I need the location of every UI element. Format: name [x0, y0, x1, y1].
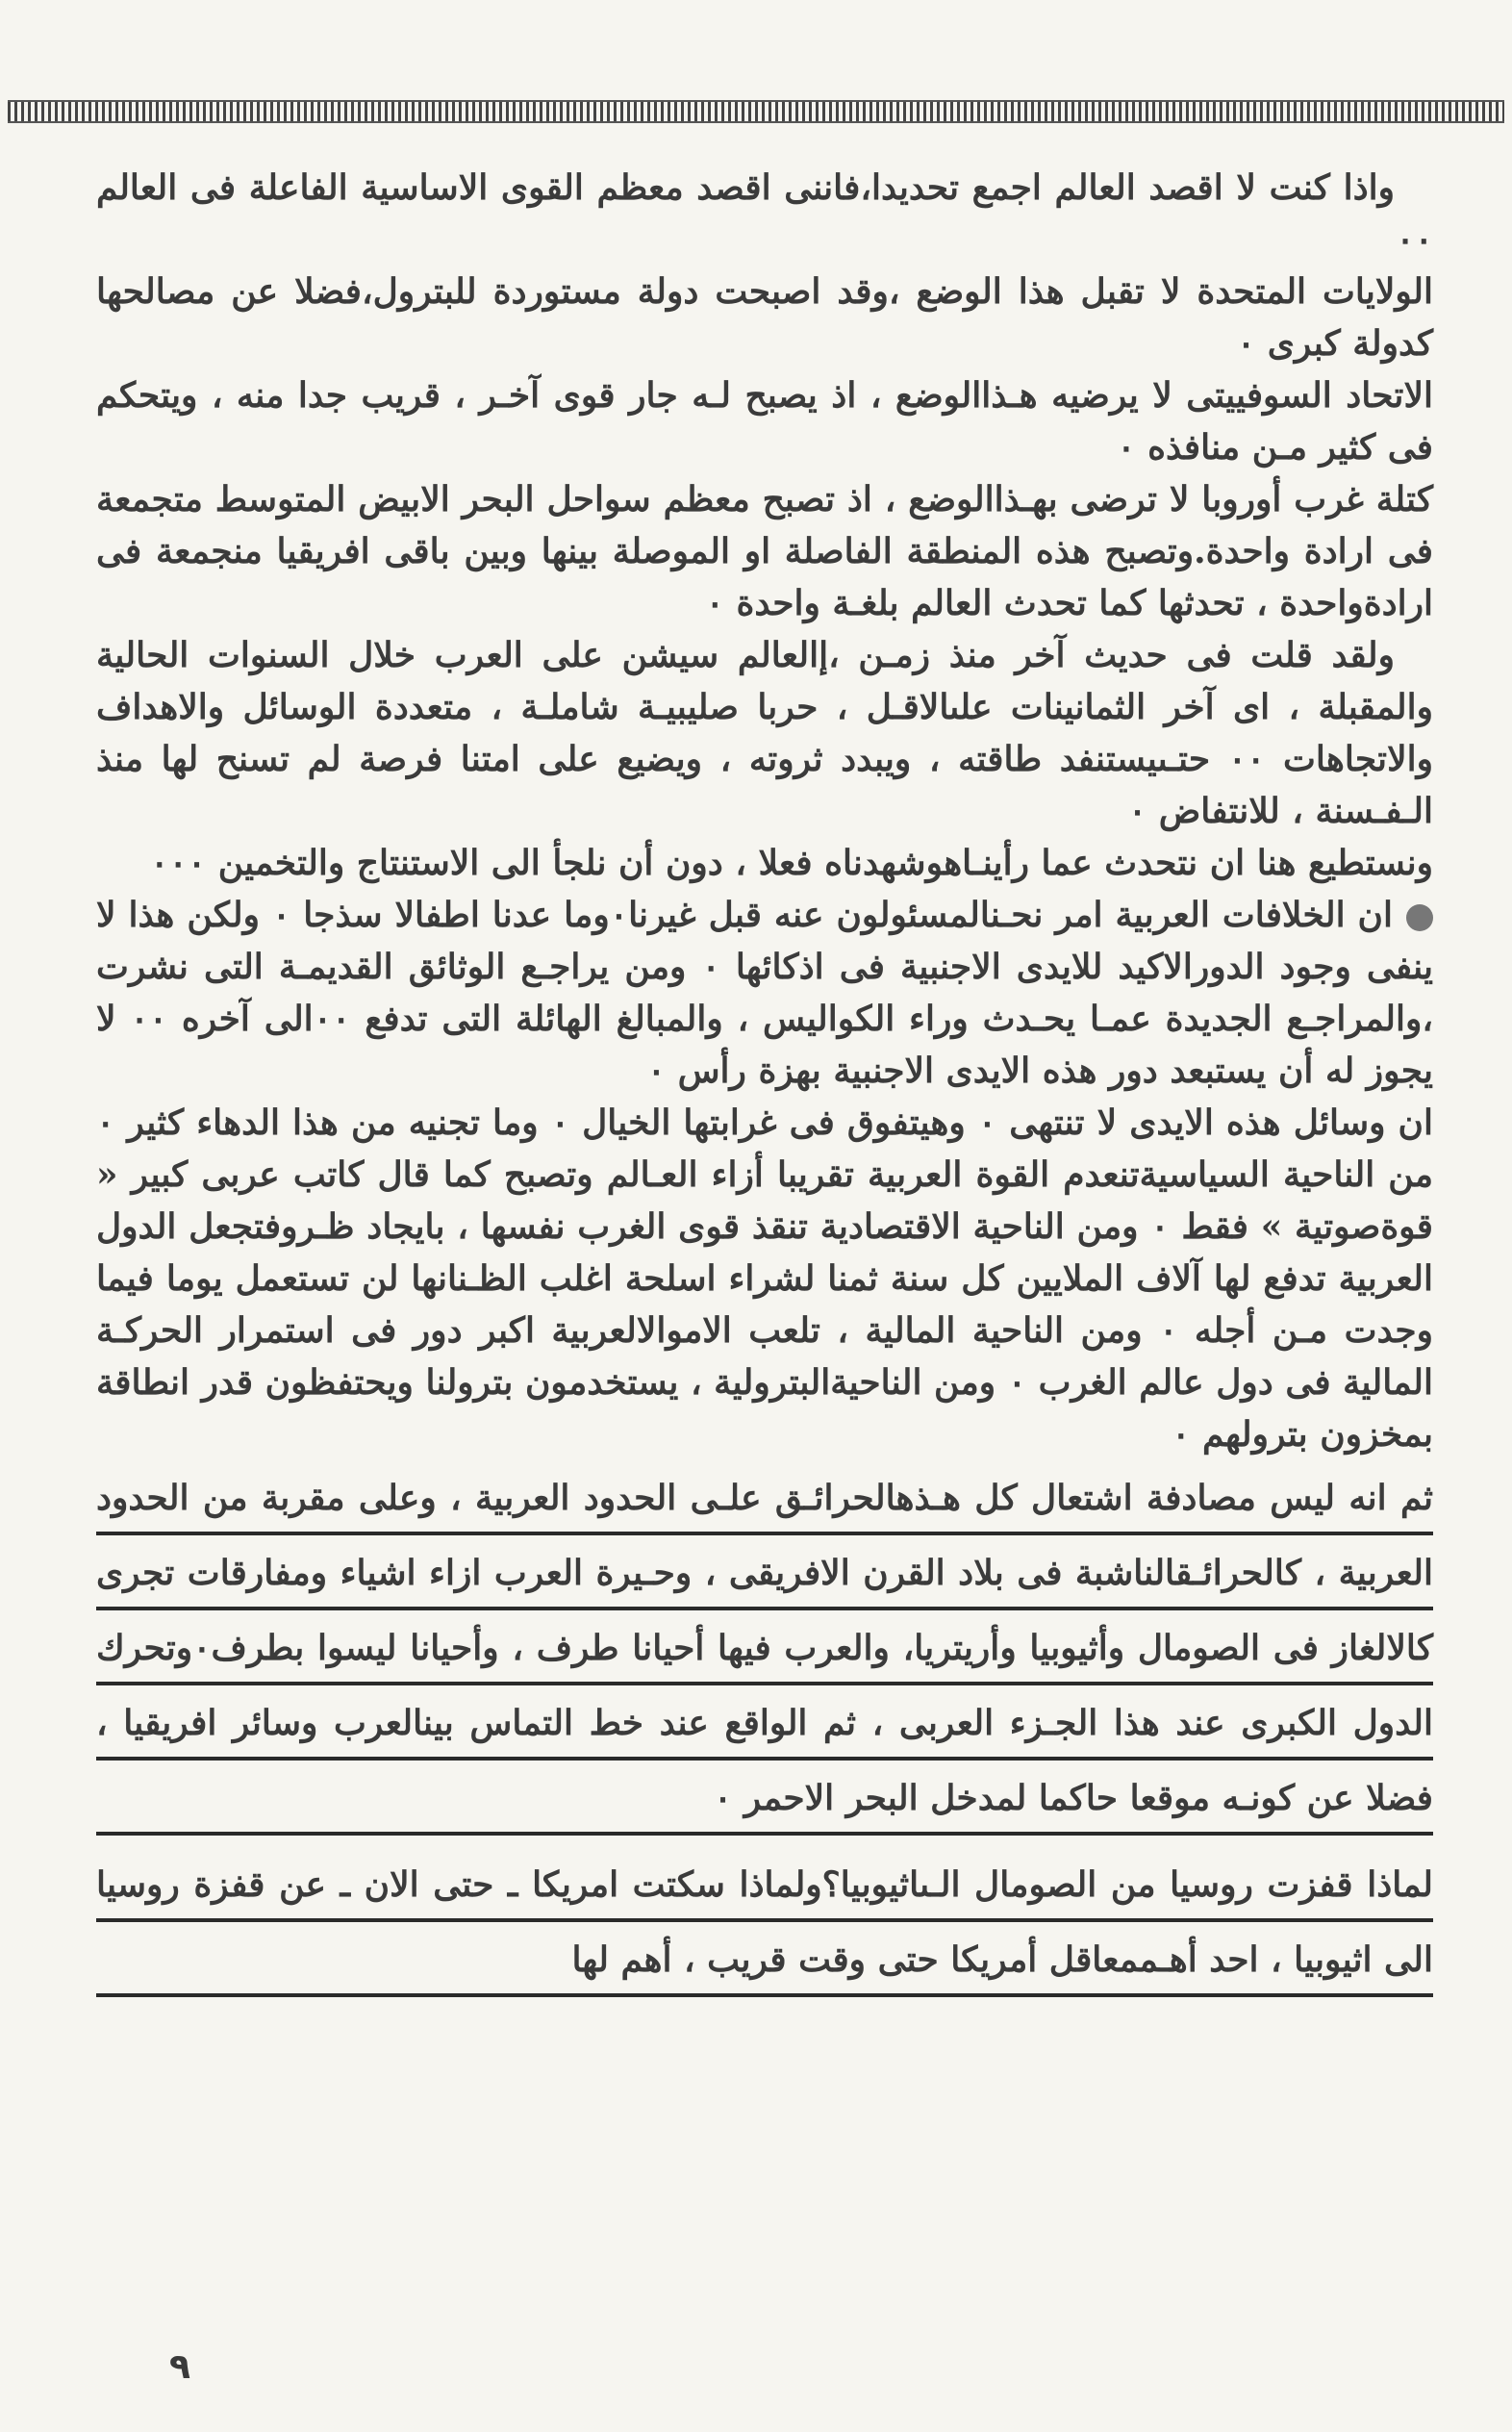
paragraph: الاتحاد السوفييتى لا يرضيه هـذاالوضع ، اذ يصبح لـه جار قوى آخـر ، قريب جدا منه ، ويتحكم فى كثير مـن منافذه ٠ [96, 375, 1433, 468]
paragraph: ان وسائل هذه الايدى لا تنتهى ٠ وهيتفوق فى غرابتها الخيال ٠ وما تجنيه من هذا الدهاء كثير ٠ من الناحية السياسيةتنعدم القوة العربية تقريبا أزاء العـالم وتصبح كما قال كاتب عربى كبير « قوةصوتية » فقط ٠ ومن الناحية الاقتصادية تنقذ قوى الغرب نفسها ، بايجاد ظـروفتجعل الدول العربية تدفع لها آلاف الملايين كل سنة ثمنا لشراء اسلحة اغلب الظـنانها لن تستعمل يوما فيما وجدت مـن أجله ٠ ومن الناحية المالية ، تلعب الاموالالعربية اكبر دور فى استمرار الحركـة المالية فى دول عالم الغرب ٠ ومن الناحيةالبترولية ، يستخدمون بترولنا ويحتفظون قدر انطاقة بمخزون بترولهم ٠ [96, 1102, 1433, 1455]
bullet-icon [1406, 904, 1433, 931]
bullet-paragraph-text: ان الخلافات العربية امر نحـنالمسئولون عنه قبل غيرنا٠وما عدنا اطفالا سذجا ٠ ولكن هذا لا ينفى وجود الدورالاكيد للايدى الاجنبية فى اذكائها ٠ ومن يراجـع الوثائق القديمـة التى نشرت ،والمراجـع الجديدة عمـا يحـدث وراء الكواليس ، والمبالغ الهائلة التى تدفع ٠٠الى آخره ٠٠ لا يجوز له أن يستبعد دور هذه الايدى الاجنبية بهزة رأس ٠ [96, 895, 1434, 1091]
paragraph: ونستطيع هنا ان نتحدث عما رأينـاهوشهدناه فعلا ، دون أن نلجأ الى الاستنتاج والتخمين ٠٠٠ [150, 843, 1433, 883]
underlined-paragraph-continued: لماذا قفزت روسيا من الصومال الـىاثيوبيا؟ولماذا سكتت امريكا ـ حتى الان ـ عن قفزة روسيا الى اثيوبيا ، احد أهـممعاقل أمريكا حتى وقت قريب ، أهم لها [96, 1847, 1433, 1997]
paragraph: الولايات المتحدة لا تقبل هذا الوضع ،وقد اصبحت دولة مستوردة للبترول،فضلا عن مصالحها كدولة كبرى ٠ [96, 271, 1433, 364]
underlined-paragraph: ثم انه ليس مصادفة اشتعال كل هـذهالحرائـق علـى الحدود العربية ، وعلى مقربة من الحدود العربية ، كالحرائـقالناشبة فى بلاد القرن الافريقى ، وحـيرة العرب ازاء اشياء ومفارقات تجرى كالالغاز فى الصومال وأثيوبيا وأريتريا، والعرب فيها أحيانا طرف ، وأحيانا ليسوا بطرف٠وتحرك الدول الكبرى عند هذا الجـزء العربى ، ثم الواقع عند خط التماس بينالعرب وسائر افريقيا ، فضلا عن كونـه موقعا حاكما لمدخل البحر الاحمر ٠ [96, 1460, 1433, 1836]
paragraph: واذا كنت لا اقصد العالم اجمع تحديدا،فاننى اقصد معظم القوى الاساسية الفاعلة فى العالم ٠٠ [96, 167, 1433, 260]
page-number: ٩ [169, 2347, 190, 2387]
bullet-paragraph [96, 889, 1433, 1097]
decorative-border [8, 100, 1504, 123]
paragraph: كتلة غرب أوروبا لا ترضى بهـذاالوضع ، اذ تصبح معظم سواحل البحر الابيض المتوسط متجمعة فى ارادة واحدة.وتصبح هذه المنطقة الفاصلة او الموصلة بينها وبين باقى افريقيا منجمعة فى ارادةواحدة ، تحدثها كما تحدث العالم بلغـة واحدة ٠ [96, 479, 1433, 623]
article-body [96, 162, 1433, 1997]
paragraph: ولقد قلت فى حديث آخر منذ زمـن ،إالعالم سيشن على العرب خلال السنوات الحالية والمقبلة ، اى آخر الثمانينات علىالاقـل ، حربا صليبيـة شاملـة ، متعددة الوسائل والاهداف والاتجاهات ٠٠ حتـىيستنفد طاقته ، ويبدد ثروته ، ويضيع على امتنا فرصة لم تسنح لها منذ الـفـسنة ، للانتفاض ٠ [96, 635, 1433, 831]
